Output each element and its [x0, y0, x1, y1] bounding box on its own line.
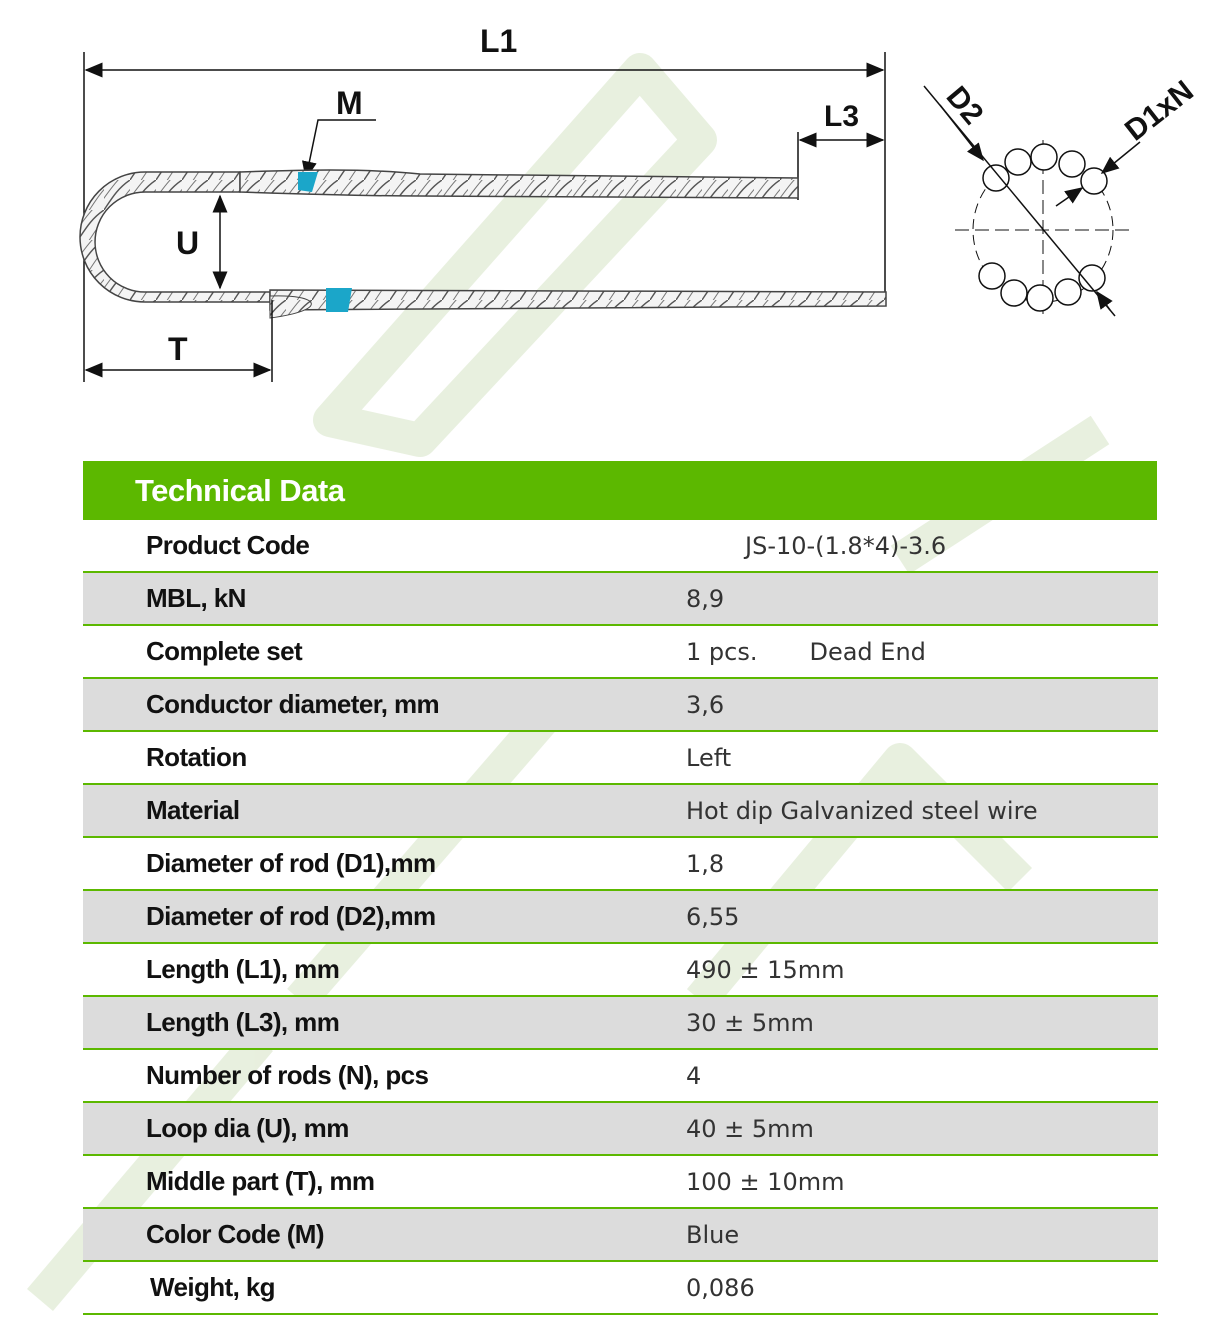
- row-value: [686, 638, 926, 666]
- row-value: 40 ± 5mm: [686, 1115, 814, 1143]
- label-t: T: [168, 331, 188, 367]
- row-label: Middle part (T), mm: [146, 1166, 375, 1196]
- row-value: 490 ± 15mm: [686, 956, 845, 984]
- row-label: Conductor diameter, mm: [146, 689, 440, 719]
- row-label: Weight, kg: [150, 1272, 275, 1302]
- technical-drawing: [0, 0, 1210, 460]
- label-d2: D2: [939, 80, 990, 131]
- row-complete-set: [83, 626, 1158, 679]
- row-label: Diameter of rod (D1),mm: [146, 848, 436, 878]
- row-middle-part: [83, 1156, 1158, 1209]
- row-value: 6,55: [686, 903, 740, 931]
- label-d1xn: D1xN: [1118, 74, 1200, 148]
- row-value: 30 ± 5mm: [686, 1009, 814, 1037]
- row-rotation: [83, 732, 1158, 785]
- row-diameter-d2: [83, 891, 1158, 944]
- row-value-qty: 1 pcs.: [686, 638, 758, 666]
- row-label: Color Code (M): [146, 1219, 324, 1249]
- row-loop-dia: [83, 1103, 1158, 1156]
- row-diameter-d1: [83, 838, 1158, 891]
- label-l3: L3: [824, 100, 860, 133]
- row-value: 3,6: [686, 691, 725, 719]
- row-material: [83, 785, 1158, 838]
- row-value: JS-10-(1.8*4)-3.6: [745, 532, 947, 560]
- technical-data-header: [83, 461, 1157, 520]
- row-label: Length (L3), mm: [146, 1007, 340, 1037]
- row-value: 8,9: [686, 585, 725, 613]
- row-value-type: Dead End: [809, 638, 926, 666]
- row-weight: [83, 1262, 1158, 1315]
- row-value: 1,8: [686, 850, 725, 878]
- row-label: MBL, kN: [146, 583, 246, 613]
- row-length-l1: [83, 944, 1158, 997]
- row-label: Rotation: [146, 742, 247, 772]
- row-mbl: [83, 573, 1158, 626]
- row-label: Length (L1), mm: [146, 954, 340, 984]
- row-conductor-diameter: [83, 679, 1158, 732]
- label-u: U: [176, 225, 200, 261]
- row-label: Diameter of rod (D2),mm: [146, 901, 436, 931]
- label-l1: L1: [480, 23, 518, 59]
- row-label: Product Code: [146, 530, 310, 560]
- label-m: M: [336, 85, 363, 121]
- row-label: Material: [146, 795, 240, 825]
- row-color-code: [83, 1209, 1158, 1262]
- row-value: 0,086: [686, 1274, 755, 1302]
- row-label: Complete set: [146, 636, 303, 666]
- row-value: 4: [686, 1062, 702, 1090]
- row-value: Hot dip Galvanized steel wire: [686, 797, 1038, 825]
- section-title: Technical Data: [135, 473, 345, 508]
- row-value: Left: [686, 744, 732, 772]
- row-label: Number of rods (N), pcs: [146, 1060, 429, 1090]
- row-number-of-rods: [83, 1050, 1158, 1103]
- row-value: 100 ± 10mm: [686, 1168, 845, 1196]
- row-label: Loop dia (U), mm: [146, 1113, 349, 1143]
- row-length-l3: [83, 997, 1158, 1050]
- color-marker-bottom: [326, 288, 352, 312]
- row-product-code: [83, 520, 1158, 573]
- row-value: Blue: [686, 1221, 740, 1249]
- spec-table: [83, 520, 1158, 1315]
